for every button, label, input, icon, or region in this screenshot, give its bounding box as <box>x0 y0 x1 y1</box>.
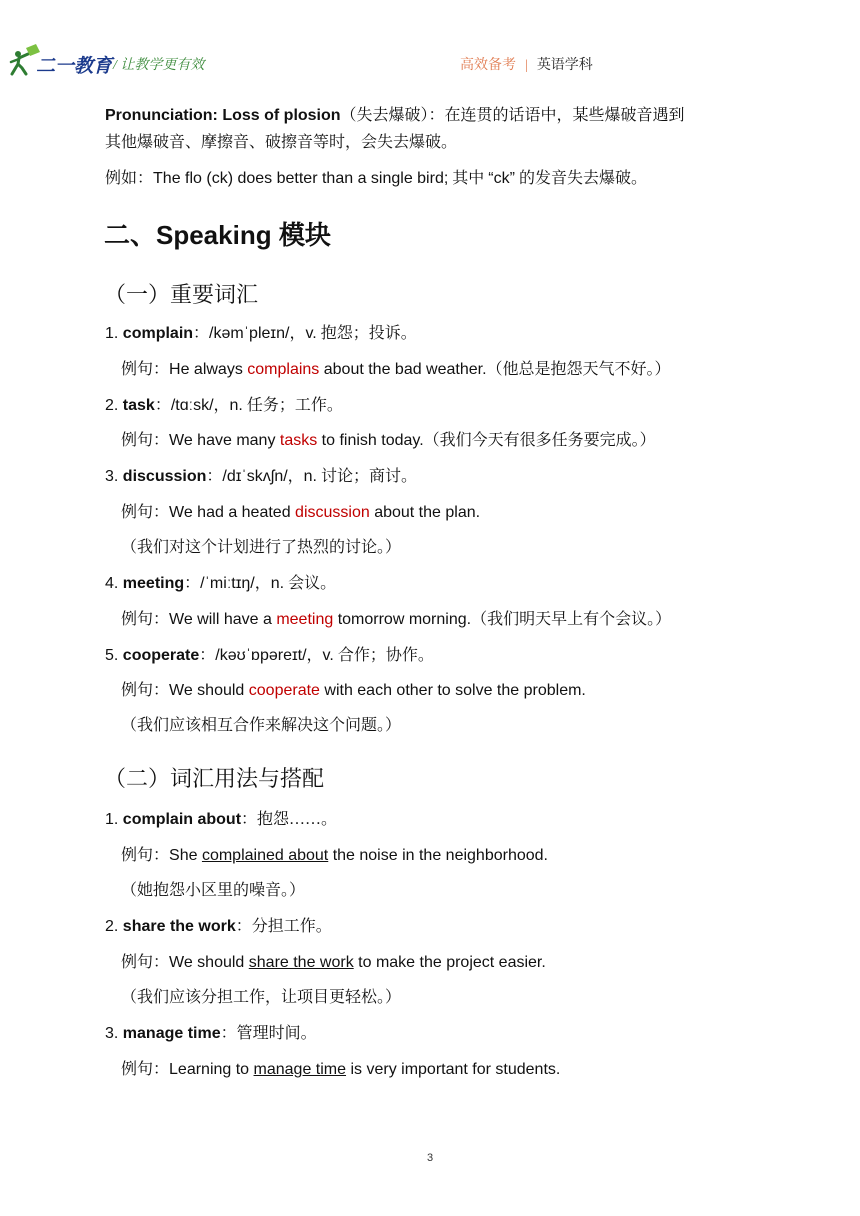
vocab-word: task <box>122 397 155 414</box>
underlined-phrase: manage time <box>253 1061 347 1078</box>
example-sentence: 例句：He always complains about the bad weather.（他总是抱怨天气不好。） <box>121 361 671 378</box>
subsection-title-usage: （二）词汇用法与搭配 <box>104 766 325 791</box>
usage-phrase: complain about <box>122 811 242 828</box>
meaning: 合作；协作。 <box>333 647 434 664</box>
phonetic: /tɑːsk/，n. <box>170 397 243 414</box>
example-sentence: 例句：We had a heated discussion about the plan. <box>121 504 481 521</box>
vocab-word: complain <box>122 325 194 342</box>
example-sentence: 例句：We should share the work to make the project easier. <box>121 954 546 971</box>
term-loss-of-plosion: Pronunciation: Loss of plosion <box>105 107 341 124</box>
phonetic: /ˈmiːtɪŋ/，n. <box>200 575 285 592</box>
intro-example <box>105 169 647 189</box>
header-slogan: / 让教学更有效 <box>113 58 205 73</box>
vocab-word: cooperate <box>122 647 200 664</box>
intro-text: （失去爆破）：在连贯的话语中，某些爆破音遇到 <box>340 107 685 124</box>
example-text: The flo (ck) does better than a single bird; <box>153 170 449 187</box>
example-note-ck: “ck” <box>488 170 515 187</box>
underlined-phrase: complained about <box>201 847 329 864</box>
intro-paragraph-line2: 其他爆破音、摩擦音、破擦音等时，会失去爆破。 <box>105 134 458 151</box>
vocab-word: meeting <box>122 575 185 592</box>
section-title-speaking: 二、Speaking 模块 <box>104 220 331 250</box>
translation: （他总是抱怨天气不好。） <box>486 361 671 378</box>
meaning: 抱怨；投诉。 <box>316 325 417 342</box>
usage-phrase: manage time <box>122 1025 221 1042</box>
highlight-word: complains <box>247 361 320 378</box>
translation: （我们对这个计划进行了热烈的讨论。） <box>121 539 402 556</box>
translation: （她抱怨小区里的噪音。） <box>121 882 306 899</box>
brand-logo <box>6 44 118 80</box>
svg-text:二一教育: 二一教育 <box>36 56 113 77</box>
vocab-word: discussion <box>122 468 207 485</box>
translation: （我们应该相互合作来解决这个问题。） <box>121 717 402 734</box>
header-subtitle: 高效备考 <box>460 58 516 73</box>
meaning: 管理时间。 <box>236 1025 317 1042</box>
intro-paragraph-line1 <box>105 106 685 126</box>
page-header <box>0 0 860 90</box>
phonetic: /kəmˈpleɪn/，v. <box>209 325 317 342</box>
example-note-end: 的发音失去爆破。 <box>514 170 647 187</box>
highlight-word: discussion <box>295 504 370 521</box>
usage-phrase: share the work <box>122 918 236 935</box>
meaning: 会议。 <box>284 575 337 592</box>
header-subject: 英语学科 <box>536 58 593 73</box>
example-sentence: 例句：We will have a meeting tomorrow morning.（我们明天早上有个会议。） <box>121 611 672 628</box>
vocab-item: 2. task：/tɑːsk/，n. 任务；工作。 <box>105 397 343 414</box>
phonetic: /kəʊˈɒpəreɪt/，v. <box>215 647 334 664</box>
usage-item: 1. complain about：抱怨……。 <box>105 811 338 828</box>
phonetic: /dɪˈskʌʃn/，n. <box>222 468 318 485</box>
vocab-item: 5. cooperate：/kəʊˈɒpəreɪt/，v. 合作；协作。 <box>105 647 434 664</box>
meaning: 抱怨……。 <box>257 811 338 828</box>
page-number: 3 <box>426 1152 434 1164</box>
example-note: 其中 <box>448 170 489 187</box>
translation: （我们今天有很多任务要完成。） <box>423 432 656 449</box>
vocab-item: 1. complain：/kəmˈpleɪn/，v. 抱怨；投诉。 <box>105 325 417 342</box>
example-label: 例如： <box>105 170 154 187</box>
vocab-item: 4. meeting：/ˈmiːtɪŋ/，n. 会议。 <box>105 575 337 592</box>
underlined-phrase: share the work <box>248 954 354 971</box>
example-sentence: 例句：We should cooperate with each other to solve the problem. <box>121 682 586 699</box>
vocab-item: 3. discussion：/dɪˈskʌʃn/，n. 讨论；商讨。 <box>105 468 418 485</box>
translation: （我们明天早上有个会议。） <box>471 611 672 628</box>
meaning: 任务；工作。 <box>242 397 343 414</box>
usage-item: 2. share the work：分担工作。 <box>105 918 332 935</box>
usage-item: 3. manage time：管理时间。 <box>105 1025 317 1042</box>
translation: （我们应该分担工作，让项目更轻松。） <box>121 989 402 1006</box>
example-sentence: 例句：We have many tasks to finish today.（我们今天有很多任务要完成。） <box>121 432 656 449</box>
highlight-word: cooperate <box>248 682 320 699</box>
header-separator: | <box>525 58 528 73</box>
meaning: 讨论；商讨。 <box>317 468 418 485</box>
highlight-word: tasks <box>279 432 318 449</box>
subsection-title-vocab: （一）重要词汇 <box>104 282 259 307</box>
example-sentence: 例句：She complained about the noise in the neighborhood. <box>121 847 548 864</box>
header-right <box>460 54 593 74</box>
meaning: 分担工作。 <box>251 918 332 935</box>
highlight-word: meeting <box>276 611 334 628</box>
example-sentence: 例句：Learning to manage time is very important for students. <box>121 1061 561 1078</box>
